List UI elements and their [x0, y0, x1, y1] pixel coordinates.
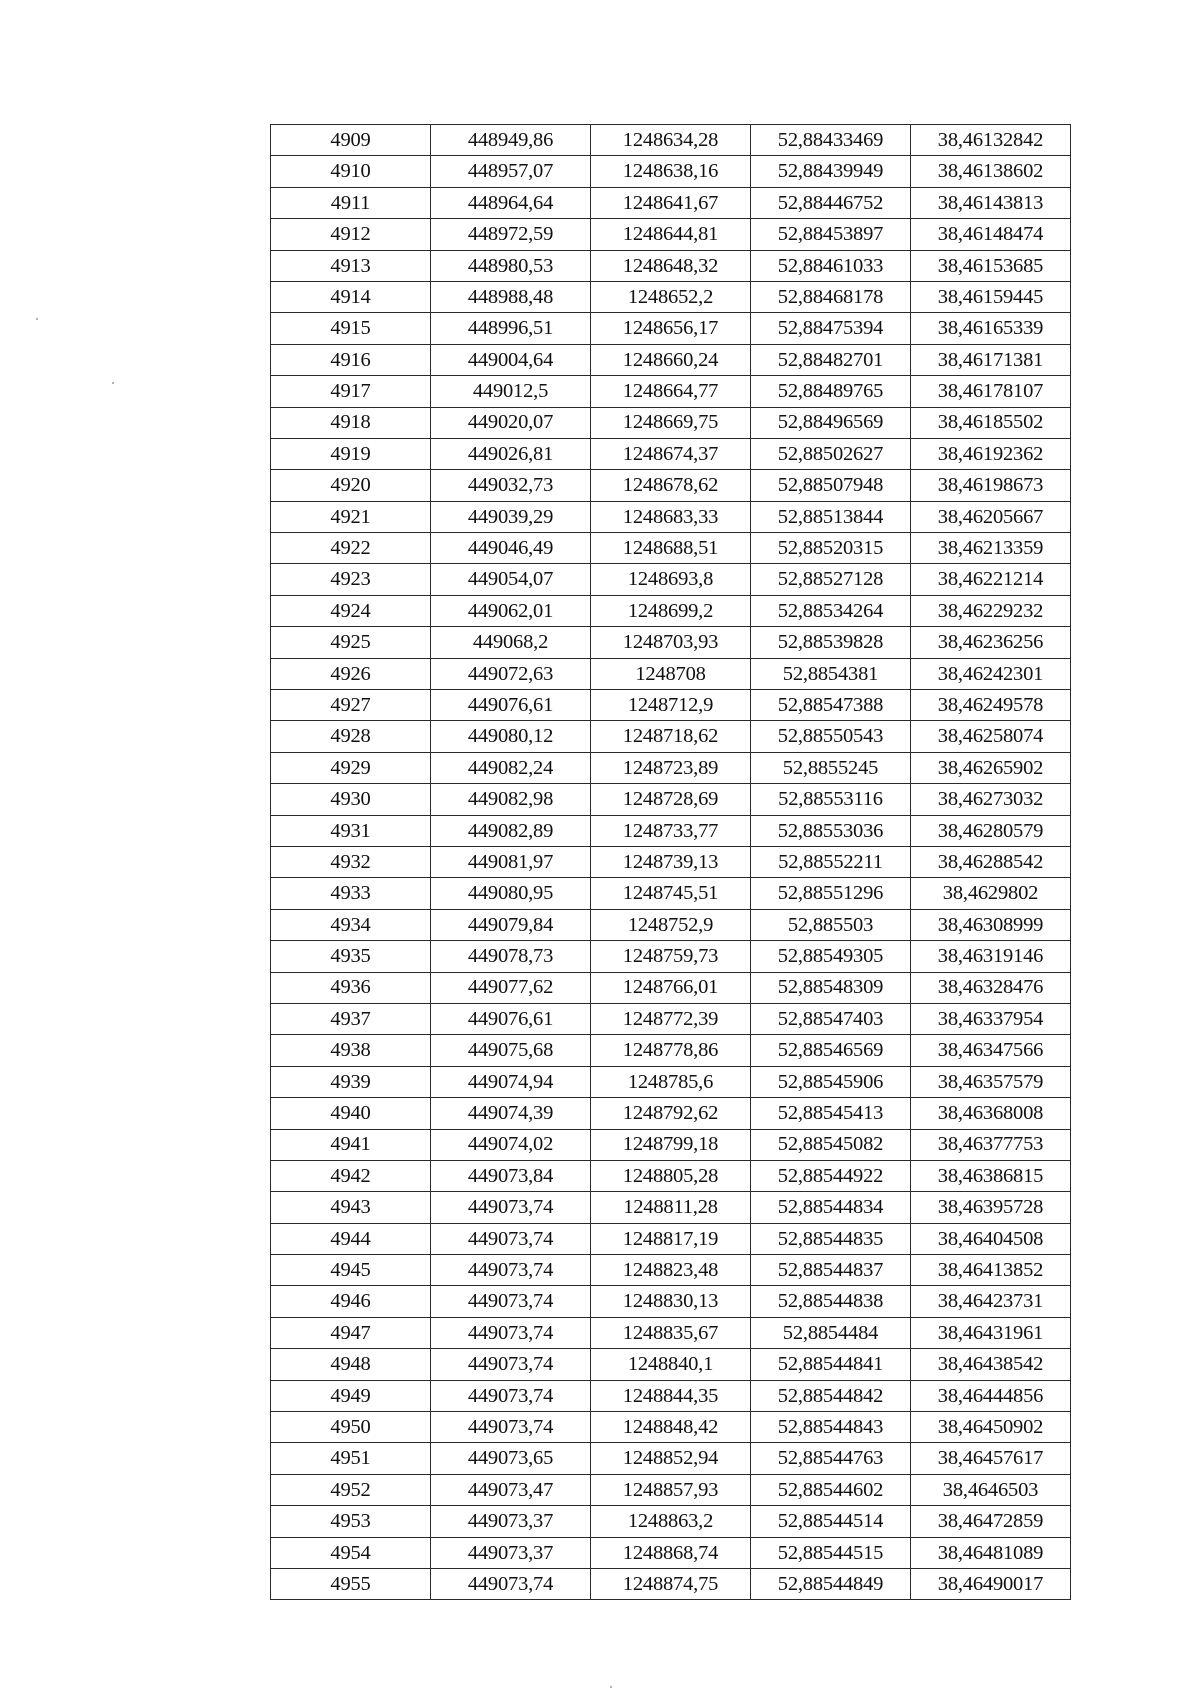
- latitude-cell: 52,88550543: [751, 721, 911, 752]
- x-coordinate-cell: 449077,62: [431, 972, 591, 1003]
- table-row: [271, 1035, 1071, 1066]
- y-coordinate-cell: 1248745,51: [591, 878, 751, 909]
- longitude-cell: 38,46221214: [911, 564, 1071, 595]
- point-number-cell: 4919: [271, 438, 431, 469]
- point-number-cell: 4910: [271, 156, 431, 187]
- x-coordinate-cell: 449073,74: [431, 1349, 591, 1380]
- point-number-cell: 4948: [271, 1349, 431, 1380]
- longitude-cell: 38,46132842: [911, 125, 1071, 156]
- point-number-cell: 4933: [271, 878, 431, 909]
- latitude-cell: 52,88544849: [751, 1568, 911, 1599]
- table-row: [271, 407, 1071, 438]
- table-row: [271, 501, 1071, 532]
- y-coordinate-cell: 1248840,1: [591, 1349, 751, 1380]
- longitude-cell: 38,46229232: [911, 595, 1071, 626]
- y-coordinate-cell: 1248712,9: [591, 690, 751, 721]
- y-coordinate-cell: 1248868,74: [591, 1537, 751, 1568]
- longitude-cell: 38,46205667: [911, 501, 1071, 532]
- table-row: [271, 909, 1071, 940]
- table-row: [271, 313, 1071, 344]
- longitude-cell: 38,46423731: [911, 1286, 1071, 1317]
- x-coordinate-cell: 449062,01: [431, 595, 591, 626]
- longitude-cell: 38,46242301: [911, 658, 1071, 689]
- latitude-cell: 52,88496569: [751, 407, 911, 438]
- y-coordinate-cell: 1248688,51: [591, 533, 751, 564]
- y-coordinate-cell: 1248664,77: [591, 376, 751, 407]
- table-row: [271, 1506, 1071, 1537]
- x-coordinate-cell: 449082,98: [431, 784, 591, 815]
- point-number-cell: 4940: [271, 1098, 431, 1129]
- x-coordinate-cell: 449080,12: [431, 721, 591, 752]
- x-coordinate-cell: 448964,64: [431, 187, 591, 218]
- longitude-cell: 38,46192362: [911, 438, 1071, 469]
- x-coordinate-cell: 449082,24: [431, 752, 591, 783]
- latitude-cell: 52,88520315: [751, 533, 911, 564]
- x-coordinate-cell: 449012,5: [431, 376, 591, 407]
- longitude-cell: 38,46481089: [911, 1537, 1071, 1568]
- point-number-cell: 4938: [271, 1035, 431, 1066]
- y-coordinate-cell: 1248728,69: [591, 784, 751, 815]
- x-coordinate-cell: 449073,74: [431, 1412, 591, 1443]
- table-row: [271, 1160, 1071, 1191]
- table-row: [271, 1568, 1071, 1599]
- table-row: [271, 721, 1071, 752]
- scan-speck: [112, 382, 114, 384]
- x-coordinate-cell: 448972,59: [431, 219, 591, 250]
- latitude-cell: 52,88502627: [751, 438, 911, 469]
- y-coordinate-cell: 1248848,42: [591, 1412, 751, 1443]
- x-coordinate-cell: 449075,68: [431, 1035, 591, 1066]
- latitude-cell: 52,88545906: [751, 1066, 911, 1097]
- point-number-cell: 4920: [271, 470, 431, 501]
- point-number-cell: 4925: [271, 627, 431, 658]
- latitude-cell: 52,88544838: [751, 1286, 911, 1317]
- table-row: [271, 219, 1071, 250]
- x-coordinate-cell: 449074,02: [431, 1129, 591, 1160]
- point-number-cell: 4931: [271, 815, 431, 846]
- point-number-cell: 4950: [271, 1412, 431, 1443]
- y-coordinate-cell: 1248857,93: [591, 1474, 751, 1505]
- y-coordinate-cell: 1248678,62: [591, 470, 751, 501]
- latitude-cell: 52,88553036: [751, 815, 911, 846]
- latitude-cell: 52,88507948: [751, 470, 911, 501]
- point-number-cell: 4937: [271, 1003, 431, 1034]
- x-coordinate-cell: 449080,95: [431, 878, 591, 909]
- latitude-cell: 52,88547403: [751, 1003, 911, 1034]
- coordinates-table: [270, 124, 1071, 1600]
- latitude-cell: 52,88544834: [751, 1192, 911, 1223]
- longitude-cell: 38,46347566: [911, 1035, 1071, 1066]
- y-coordinate-cell: 1248708: [591, 658, 751, 689]
- longitude-cell: 38,46319146: [911, 941, 1071, 972]
- y-coordinate-cell: 1248648,32: [591, 250, 751, 281]
- latitude-cell: 52,88439949: [751, 156, 911, 187]
- scan-speck: [610, 1686, 612, 1688]
- longitude-cell: 38,46328476: [911, 972, 1071, 1003]
- latitude-cell: 52,88453897: [751, 219, 911, 250]
- x-coordinate-cell: 449020,07: [431, 407, 591, 438]
- latitude-cell: 52,88547388: [751, 690, 911, 721]
- latitude-cell: 52,8854484: [751, 1317, 911, 1348]
- point-number-cell: 4939: [271, 1066, 431, 1097]
- point-number-cell: 4929: [271, 752, 431, 783]
- table-row: [271, 1380, 1071, 1411]
- table-row: [271, 1003, 1071, 1034]
- table-row: [271, 1443, 1071, 1474]
- point-number-cell: 4917: [271, 376, 431, 407]
- longitude-cell: 38,46337954: [911, 1003, 1071, 1034]
- table-row: [271, 1223, 1071, 1254]
- scan-speck: [36, 318, 38, 320]
- y-coordinate-cell: 1248778,86: [591, 1035, 751, 1066]
- latitude-cell: 52,88482701: [751, 344, 911, 375]
- longitude-cell: 38,46185502: [911, 407, 1071, 438]
- x-coordinate-cell: 449072,63: [431, 658, 591, 689]
- y-coordinate-cell: 1248852,94: [591, 1443, 751, 1474]
- y-coordinate-cell: 1248693,8: [591, 564, 751, 595]
- longitude-cell: 38,46153685: [911, 250, 1071, 281]
- table-row: [271, 470, 1071, 501]
- point-number-cell: 4935: [271, 941, 431, 972]
- point-number-cell: 4934: [271, 909, 431, 940]
- y-coordinate-cell: 1248792,62: [591, 1098, 751, 1129]
- x-coordinate-cell: 448949,86: [431, 125, 591, 156]
- latitude-cell: 52,88545082: [751, 1129, 911, 1160]
- table-row: [271, 1537, 1071, 1568]
- table-row: [271, 344, 1071, 375]
- table-row: [271, 1317, 1071, 1348]
- y-coordinate-cell: 1248799,18: [591, 1129, 751, 1160]
- x-coordinate-cell: 449073,74: [431, 1317, 591, 1348]
- y-coordinate-cell: 1248805,28: [591, 1160, 751, 1191]
- point-number-cell: 4909: [271, 125, 431, 156]
- latitude-cell: 52,88551296: [751, 878, 911, 909]
- point-number-cell: 4954: [271, 1537, 431, 1568]
- latitude-cell: 52,88544515: [751, 1537, 911, 1568]
- point-number-cell: 4926: [271, 658, 431, 689]
- point-number-cell: 4952: [271, 1474, 431, 1505]
- latitude-cell: 52,8854381: [751, 658, 911, 689]
- latitude-cell: 52,88544514: [751, 1506, 911, 1537]
- longitude-cell: 38,4629802: [911, 878, 1071, 909]
- point-number-cell: 4915: [271, 313, 431, 344]
- longitude-cell: 38,46236256: [911, 627, 1071, 658]
- point-number-cell: 4942: [271, 1160, 431, 1191]
- latitude-cell: 52,88534264: [751, 595, 911, 626]
- x-coordinate-cell: 449079,84: [431, 909, 591, 940]
- y-coordinate-cell: 1248830,13: [591, 1286, 751, 1317]
- longitude-cell: 38,46258074: [911, 721, 1071, 752]
- latitude-cell: 52,88545413: [751, 1098, 911, 1129]
- latitude-cell: 52,88544837: [751, 1255, 911, 1286]
- point-number-cell: 4913: [271, 250, 431, 281]
- longitude-cell: 38,46198673: [911, 470, 1071, 501]
- table-row: [271, 564, 1071, 595]
- longitude-cell: 38,46143813: [911, 187, 1071, 218]
- x-coordinate-cell: 449073,74: [431, 1286, 591, 1317]
- x-coordinate-cell: 449076,61: [431, 690, 591, 721]
- x-coordinate-cell: 449073,37: [431, 1537, 591, 1568]
- coordinates-table-body: [271, 125, 1071, 1600]
- point-number-cell: 4916: [271, 344, 431, 375]
- y-coordinate-cell: 1248766,01: [591, 972, 751, 1003]
- longitude-cell: 38,46138602: [911, 156, 1071, 187]
- point-number-cell: 4914: [271, 281, 431, 312]
- table-row: [271, 1098, 1071, 1129]
- point-number-cell: 4955: [271, 1568, 431, 1599]
- table-row: [271, 1412, 1071, 1443]
- y-coordinate-cell: 1248652,2: [591, 281, 751, 312]
- y-coordinate-cell: 1248733,77: [591, 815, 751, 846]
- x-coordinate-cell: 449073,47: [431, 1474, 591, 1505]
- table-row: [271, 752, 1071, 783]
- longitude-cell: 38,46368008: [911, 1098, 1071, 1129]
- longitude-cell: 38,46213359: [911, 533, 1071, 564]
- latitude-cell: 52,88475394: [751, 313, 911, 344]
- point-number-cell: 4932: [271, 846, 431, 877]
- y-coordinate-cell: 1248703,93: [591, 627, 751, 658]
- point-number-cell: 4921: [271, 501, 431, 532]
- x-coordinate-cell: 449073,74: [431, 1192, 591, 1223]
- longitude-cell: 38,46273032: [911, 784, 1071, 815]
- table-row: [271, 941, 1071, 972]
- table-row: [271, 281, 1071, 312]
- table-row: [271, 595, 1071, 626]
- table-row: [271, 250, 1071, 281]
- longitude-cell: 38,46457617: [911, 1443, 1071, 1474]
- x-coordinate-cell: 448980,53: [431, 250, 591, 281]
- point-number-cell: 4941: [271, 1129, 431, 1160]
- point-number-cell: 4949: [271, 1380, 431, 1411]
- x-coordinate-cell: 449078,73: [431, 941, 591, 972]
- longitude-cell: 38,46148474: [911, 219, 1071, 250]
- x-coordinate-cell: 449032,73: [431, 470, 591, 501]
- longitude-cell: 38,46178107: [911, 376, 1071, 407]
- x-coordinate-cell: 449073,37: [431, 1506, 591, 1537]
- y-coordinate-cell: 1248817,19: [591, 1223, 751, 1254]
- table-row: [271, 658, 1071, 689]
- table-row: [271, 784, 1071, 815]
- table-row: [271, 187, 1071, 218]
- longitude-cell: 38,46404508: [911, 1223, 1071, 1254]
- longitude-cell: 38,46377753: [911, 1129, 1071, 1160]
- table-row: [271, 815, 1071, 846]
- point-number-cell: 4922: [271, 533, 431, 564]
- longitude-cell: 38,46288542: [911, 846, 1071, 877]
- point-number-cell: 4944: [271, 1223, 431, 1254]
- y-coordinate-cell: 1248660,24: [591, 344, 751, 375]
- latitude-cell: 52,88527128: [751, 564, 911, 595]
- latitude-cell: 52,88539828: [751, 627, 911, 658]
- point-number-cell: 4947: [271, 1317, 431, 1348]
- y-coordinate-cell: 1248699,2: [591, 595, 751, 626]
- longitude-cell: 38,46444856: [911, 1380, 1071, 1411]
- point-number-cell: 4930: [271, 784, 431, 815]
- y-coordinate-cell: 1248823,48: [591, 1255, 751, 1286]
- longitude-cell: 38,46165339: [911, 313, 1071, 344]
- table-row: [271, 1474, 1071, 1505]
- point-number-cell: 4936: [271, 972, 431, 1003]
- longitude-cell: 38,46490017: [911, 1568, 1071, 1599]
- x-coordinate-cell: 449068,2: [431, 627, 591, 658]
- y-coordinate-cell: 1248772,39: [591, 1003, 751, 1034]
- longitude-cell: 38,46413852: [911, 1255, 1071, 1286]
- x-coordinate-cell: 449082,89: [431, 815, 591, 846]
- y-coordinate-cell: 1248638,16: [591, 156, 751, 187]
- point-number-cell: 4912: [271, 219, 431, 250]
- y-coordinate-cell: 1248723,89: [591, 752, 751, 783]
- y-coordinate-cell: 1248844,35: [591, 1380, 751, 1411]
- latitude-cell: 52,88461033: [751, 250, 911, 281]
- y-coordinate-cell: 1248641,67: [591, 187, 751, 218]
- longitude-cell: 38,46472859: [911, 1506, 1071, 1537]
- latitude-cell: 52,88544843: [751, 1412, 911, 1443]
- y-coordinate-cell: 1248785,6: [591, 1066, 751, 1097]
- x-coordinate-cell: 449073,74: [431, 1255, 591, 1286]
- latitude-cell: 52,885503: [751, 909, 911, 940]
- point-number-cell: 4951: [271, 1443, 431, 1474]
- table-row: [271, 533, 1071, 564]
- table-row: [271, 1286, 1071, 1317]
- y-coordinate-cell: 1248634,28: [591, 125, 751, 156]
- table-row: [271, 1192, 1071, 1223]
- table-row: [271, 627, 1071, 658]
- latitude-cell: 52,88544763: [751, 1443, 911, 1474]
- point-number-cell: 4927: [271, 690, 431, 721]
- y-coordinate-cell: 1248752,9: [591, 909, 751, 940]
- longitude-cell: 38,46431961: [911, 1317, 1071, 1348]
- x-coordinate-cell: 448996,51: [431, 313, 591, 344]
- y-coordinate-cell: 1248718,62: [591, 721, 751, 752]
- y-coordinate-cell: 1248669,75: [591, 407, 751, 438]
- longitude-cell: 38,46450902: [911, 1412, 1071, 1443]
- x-coordinate-cell: 449026,81: [431, 438, 591, 469]
- x-coordinate-cell: 449081,97: [431, 846, 591, 877]
- longitude-cell: 38,46308999: [911, 909, 1071, 940]
- point-number-cell: 4946: [271, 1286, 431, 1317]
- latitude-cell: 52,88544922: [751, 1160, 911, 1191]
- y-coordinate-cell: 1248739,13: [591, 846, 751, 877]
- latitude-cell: 52,88433469: [751, 125, 911, 156]
- latitude-cell: 52,8855245: [751, 752, 911, 783]
- x-coordinate-cell: 449076,61: [431, 1003, 591, 1034]
- y-coordinate-cell: 1248674,37: [591, 438, 751, 469]
- table-row: [271, 846, 1071, 877]
- longitude-cell: 38,4646503: [911, 1474, 1071, 1505]
- latitude-cell: 52,88544842: [751, 1380, 911, 1411]
- x-coordinate-cell: 449073,74: [431, 1223, 591, 1254]
- x-coordinate-cell: 448957,07: [431, 156, 591, 187]
- table-row: [271, 1129, 1071, 1160]
- latitude-cell: 52,88544841: [751, 1349, 911, 1380]
- longitude-cell: 38,46159445: [911, 281, 1071, 312]
- point-number-cell: 4923: [271, 564, 431, 595]
- y-coordinate-cell: 1248644,81: [591, 219, 751, 250]
- y-coordinate-cell: 1248683,33: [591, 501, 751, 532]
- point-number-cell: 4928: [271, 721, 431, 752]
- latitude-cell: 52,88548309: [751, 972, 911, 1003]
- latitude-cell: 52,88544602: [751, 1474, 911, 1505]
- y-coordinate-cell: 1248759,73: [591, 941, 751, 972]
- x-coordinate-cell: 449073,84: [431, 1160, 591, 1191]
- table-row: [271, 1066, 1071, 1097]
- table-row: [271, 156, 1071, 187]
- longitude-cell: 38,46357579: [911, 1066, 1071, 1097]
- x-coordinate-cell: 449004,64: [431, 344, 591, 375]
- point-number-cell: 4918: [271, 407, 431, 438]
- longitude-cell: 38,46171381: [911, 344, 1071, 375]
- latitude-cell: 52,88546569: [751, 1035, 911, 1066]
- x-coordinate-cell: 449073,65: [431, 1443, 591, 1474]
- longitude-cell: 38,46386815: [911, 1160, 1071, 1191]
- point-number-cell: 4953: [271, 1506, 431, 1537]
- table-row: [271, 878, 1071, 909]
- longitude-cell: 38,46438542: [911, 1349, 1071, 1380]
- x-coordinate-cell: 449054,07: [431, 564, 591, 595]
- latitude-cell: 52,88553116: [751, 784, 911, 815]
- x-coordinate-cell: 449073,74: [431, 1568, 591, 1599]
- longitude-cell: 38,46395728: [911, 1192, 1071, 1223]
- latitude-cell: 52,88549305: [751, 941, 911, 972]
- latitude-cell: 52,88513844: [751, 501, 911, 532]
- point-number-cell: 4911: [271, 187, 431, 218]
- table-row: [271, 125, 1071, 156]
- point-number-cell: 4945: [271, 1255, 431, 1286]
- longitude-cell: 38,46249578: [911, 690, 1071, 721]
- latitude-cell: 52,88552211: [751, 846, 911, 877]
- table-row: [271, 972, 1071, 1003]
- latitude-cell: 52,88468178: [751, 281, 911, 312]
- longitude-cell: 38,46280579: [911, 815, 1071, 846]
- latitude-cell: 52,88544835: [751, 1223, 911, 1254]
- y-coordinate-cell: 1248811,28: [591, 1192, 751, 1223]
- x-coordinate-cell: 449073,74: [431, 1380, 591, 1411]
- y-coordinate-cell: 1248874,75: [591, 1568, 751, 1599]
- longitude-cell: 38,46265902: [911, 752, 1071, 783]
- x-coordinate-cell: 449039,29: [431, 501, 591, 532]
- table-row: [271, 376, 1071, 407]
- x-coordinate-cell: 449046,49: [431, 533, 591, 564]
- table-row: [271, 1255, 1071, 1286]
- y-coordinate-cell: 1248863,2: [591, 1506, 751, 1537]
- y-coordinate-cell: 1248656,17: [591, 313, 751, 344]
- y-coordinate-cell: 1248835,67: [591, 1317, 751, 1348]
- table-row: [271, 690, 1071, 721]
- x-coordinate-cell: 448988,48: [431, 281, 591, 312]
- table-row: [271, 438, 1071, 469]
- table-row: [271, 1349, 1071, 1380]
- latitude-cell: 52,88446752: [751, 187, 911, 218]
- x-coordinate-cell: 449074,39: [431, 1098, 591, 1129]
- point-number-cell: 4924: [271, 595, 431, 626]
- point-number-cell: 4943: [271, 1192, 431, 1223]
- latitude-cell: 52,88489765: [751, 376, 911, 407]
- x-coordinate-cell: 449074,94: [431, 1066, 591, 1097]
